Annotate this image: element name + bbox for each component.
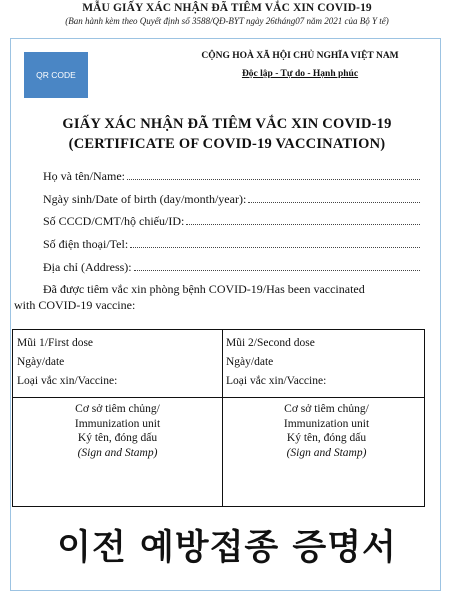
id-dotted-line (186, 224, 420, 225)
tel-dotted-line (130, 247, 420, 248)
dose-table (12, 329, 425, 507)
certificate-title-english: (CERTIFICATE OF COVID-19 VACCINATION) (68, 136, 386, 152)
korean-caption: 이전 예방접종 증명서 (57, 528, 397, 568)
dose-2-sign-en: (Sign and Stamp) (286, 446, 367, 459)
dob-dotted-line (248, 202, 420, 203)
table-row-divider (13, 397, 424, 398)
name-dotted-line (127, 179, 420, 180)
form-template-title: MẪU GIẤY XÁC NHẬN ĐÃ TIÊM VẮC XIN COVID-19 (82, 2, 372, 14)
dose-1-vaccine[interactable]: Loại vắc xin/Vaccine: (17, 375, 118, 387)
statement-line-1: Đã được tiêm vắc xin phòng bệnh COVID-19/Has been vaccinated (43, 282, 365, 296)
tel-field[interactable] (43, 234, 420, 252)
qr-code-placeholder (24, 52, 88, 98)
vaccination-statement (14, 281, 424, 313)
address-label: Địa chỉ (Address): (43, 260, 132, 274)
name-field[interactable] (43, 166, 420, 184)
national-motto-text: Độc lập - Tự do - Hạnh phúc (241, 69, 359, 79)
tel-label: Số điện thoại/Tel: (43, 237, 129, 251)
dose-2-label: Mũi 2/Second dose (226, 337, 315, 349)
name-label: Họ và tên/Name: (43, 169, 125, 183)
national-motto (150, 69, 450, 79)
id-field[interactable] (43, 211, 420, 229)
dose-1-date[interactable]: Ngày/date (17, 356, 65, 368)
dose-1-signature-box[interactable] (15, 402, 220, 460)
dose-1-unit-en: Immunization unit (74, 417, 161, 430)
address-dotted-line (134, 270, 420, 271)
dob-field[interactable] (43, 189, 420, 207)
dose-2-unit-en: Immunization unit (283, 417, 370, 430)
dose-1-info (17, 334, 117, 391)
dose-2-info (226, 334, 326, 391)
form-template-subtitle: (Ban hành kèm theo Quyết định số 3588/QĐ-BYT ngày 26tháng07 năm 2021 của Bộ Y tế) (65, 16, 389, 26)
statement-line-2: with COVID-19 vaccine: (14, 298, 136, 312)
national-name: CỘNG HOÀ XÃ HỘI CHỦ NGHĨA VIỆT NAM (201, 51, 399, 61)
dose-2-signature-box[interactable] (224, 402, 429, 460)
dob-label: Ngày sinh/Date of birth (day/month/year): (43, 192, 247, 206)
table-column-divider (222, 330, 223, 506)
dose-2-date[interactable]: Ngày/date (226, 356, 274, 368)
certificate-title: GIẤY XÁC NHẬN ĐÃ TIÊM VẮC XIN COVID-19 (62, 116, 392, 132)
id-label: Số CCCD/CMT/hộ chiếu/ID: (43, 214, 185, 228)
dose-2-unit-vi: Cơ sở tiêm chủng/ (284, 403, 369, 415)
dose-1-label: Mũi 1/First dose (17, 337, 94, 349)
dose-2-sign-vi: Ký tên, đóng dấu (286, 432, 367, 444)
dose-2-vaccine[interactable]: Loại vắc xin/Vaccine: (226, 375, 327, 387)
dose-1-sign-vi: Ký tên, đóng dấu (77, 432, 158, 444)
dose-1-unit-vi: Cơ sở tiêm chủng/ (75, 403, 160, 415)
dose-1-sign-en: (Sign and Stamp) (77, 446, 158, 459)
qr-code-label: QR CODE (36, 70, 76, 80)
address-field[interactable] (43, 257, 420, 275)
